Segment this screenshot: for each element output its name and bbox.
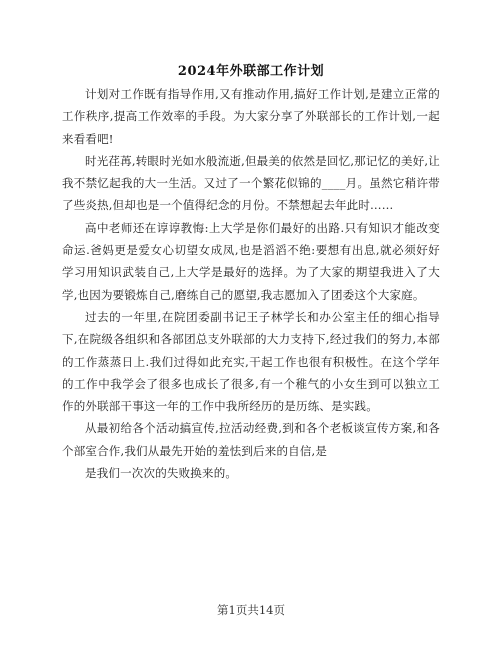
- document-body: [62, 83, 440, 484]
- paragraph-high-school: 高中老师还在谆谆教悔:上大学是你们最好的出路.只有知识才能改变命运.爸妈更是爱女心切望女成凤,也是滔滔不绝:要想有出息,就必须好好学习用知识武装自己,上大学是最好的选择。为了大家的期望我进入了大学,也因为要锻炼自己,磨练自己的愿望,我志愿加入了团委这个大家庭。: [62, 220, 440, 302]
- document-title: 2024年外联部工作计划: [177, 64, 325, 79]
- paragraph-activities: 从最初给各个活动搞宣传,拉活动经费,到和各个老板谈宣传方案,和各个部室合作,我们从最先开始的羞怯到后来的自信,是: [62, 421, 440, 458]
- paragraph-past-year: 过去的一年里,在院团委副书记王子林学长和办公室主任的细心指导下,在院级各组织和各部团总支外联部的大力支持下,经过我们的努力,本部的工作蒸蒸日上.我们过得如此充实,干起工作也很有积极性。在这个学年的工作中我学会了很多也成长了很多,有一个稚气的小女生到可以独立工作的外联部干事这一年的工作中我所经历的是历练、是实践。: [62, 309, 440, 414]
- paragraph-failures: 是我们一次次的失败换来的。: [85, 466, 238, 481]
- paragraph-intro: 计划对工作既有指导作用,又有推动作用,搞好工作计划,是建立正常的工作秩序,提高工作效率的手段。为大家分享了外联部长的工作计划,一起来看看吧!: [62, 87, 440, 146]
- page-number: 第1页共14页: [217, 603, 285, 617]
- paragraph-memories: 时光荏苒,转眼时光如水般流逝,但最美的依然是回忆,那记忆的美好,让我不禁忆起我的大一生活。又过了一个繁花似锦的____月。虽然它稍许带了些炎热,但却也是一个值得纪念的月份。不禁想起去年此时……: [62, 153, 440, 213]
